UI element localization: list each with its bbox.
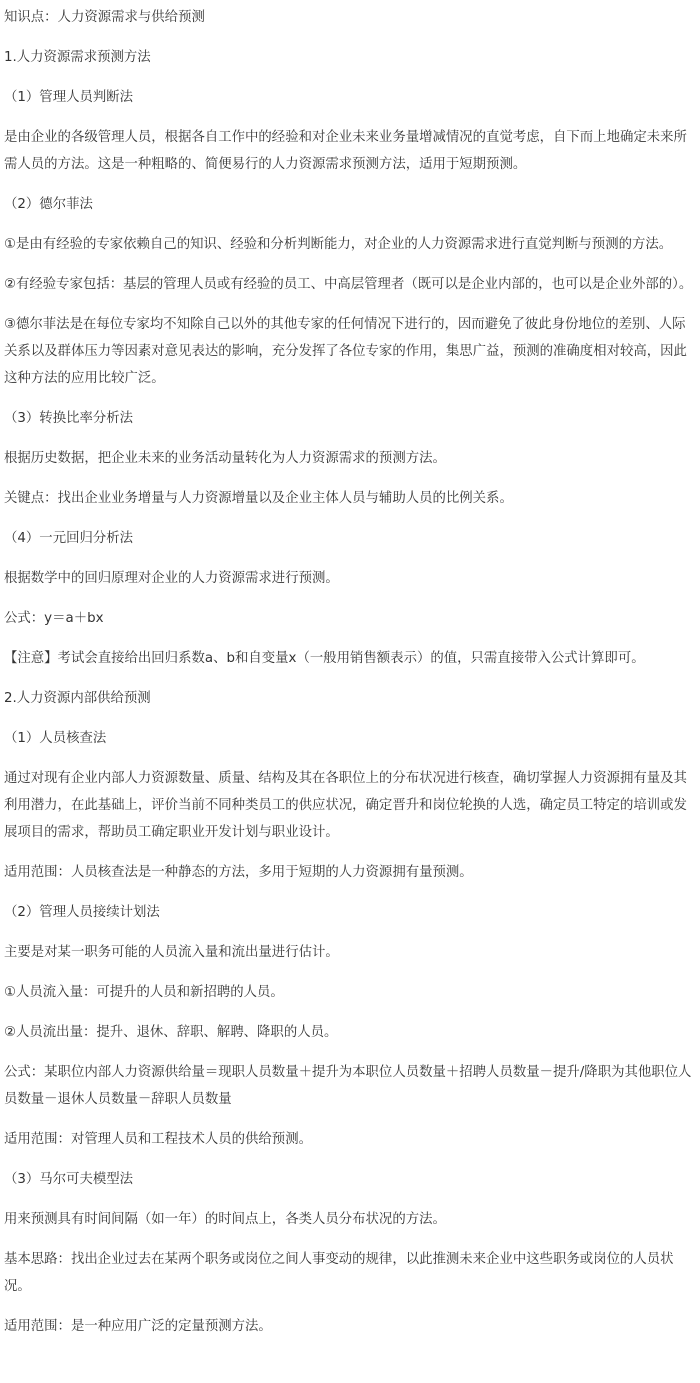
paragraph-succession-outflow: ②人员流出量：提升、退休、辞职、解聘、降职的人员。 — [4, 1025, 338, 1040]
subheading-ratio-analysis: （3）转换比率分析法 — [4, 411, 134, 426]
section-heading-internal-supply: 2.人力资源内部供给预测 — [4, 691, 151, 706]
subheading-delphi: （2）德尔菲法 — [4, 197, 93, 212]
paragraph-regression-note: 【注意】考试会直接给出回归系数a、b和自变量x（一般用销售额表示）的值，只需直接带入公式计算即可。 — [4, 651, 645, 666]
paragraph-ratio-key-point: 关键点：找出企业业务增量与人力资源增量以及企业主体人员与辅助人员的比例关系。 — [4, 491, 513, 506]
subheading-staff-inventory: （1）人员核查法 — [4, 731, 107, 746]
paragraph-markov: 用来预测具有时间间隔（如一年）的时间点上，各类人员分布状况的方法。 — [4, 1212, 446, 1227]
paragraph-delphi-3: ③德尔菲法是在每位专家均不知除自己以外的其他专家的任何情况下进行的，因而避免了彼此身份地位的差别、人际关系以及群体压力等因素对意见表达的影响，充分发挥了各位专家的作用，集思广益，预测的准确度相对较高，因此这种方法的应用比较广泛。 — [4, 317, 687, 386]
paragraph-regression-formula: 公式：y＝a＋bx — [4, 611, 104, 626]
paragraph-ratio-analysis: 根据历史数据，把企业未来的业务活动量转化为人力资源需求的预测方法。 — [4, 451, 446, 466]
paragraph-succession-inflow: ①人员流入量：可提升的人员和新招聘的人员。 — [4, 985, 284, 1000]
subheading-manager-judgment: （1）管理人员判断法 — [4, 90, 134, 105]
paragraph-markov-idea: 基本思路：找出企业过去在某两个职务或岗位之间人事变动的规律，以此推测未来企业中这些职务或岗位的人员状况。 — [4, 1252, 674, 1294]
section-heading-demand-forecast: 1.人力资源需求预测方法 — [4, 50, 151, 65]
paragraph-succession-scope: 适用范围：对管理人员和工程技术人员的供给预测。 — [4, 1132, 312, 1147]
paragraph-staff-inventory: 通过对现有企业内部人力资源数量、质量、结构及其在各职位上的分布状况进行核查，确切掌握人力资源拥有量及其利用潜力，在此基础上，评价当前不同种类员工的供应状况，确定晋升和岗位轮换的人选，确定员工特定的培训或发展项目的需求，帮助员工确定职业开发计划与职业设计。 — [4, 771, 687, 840]
paragraph-delphi-1: ①是由有经验的专家依赖自己的知识、经验和分析判断能力，对企业的人力资源需求进行直觉判断与预测的方法。 — [4, 237, 673, 252]
subheading-markov: （3）马尔可夫模型法 — [4, 1172, 134, 1187]
paragraph-markov-scope: 适用范围：是一种应用广泛的定量预测方法。 — [4, 1319, 272, 1334]
paragraph-regression: 根据数学中的回归原理对企业的人力资源需求进行预测。 — [4, 571, 339, 586]
paragraph-staff-inventory-scope: 适用范围：人员核查法是一种静态的方法，多用于短期的人力资源拥有量预测。 — [4, 865, 473, 880]
subheading-regression: （4）一元回归分析法 — [4, 531, 134, 546]
subheading-succession-plan: （2）管理人员接续计划法 — [4, 905, 160, 920]
paragraph-succession-plan: 主要是对某一职务可能的人员流入量和流出量进行估计。 — [4, 945, 339, 960]
paragraph-manager-judgment: 是由企业的各级管理人员，根据各自工作中的经验和对企业未来业务量增减情况的直觉考虑，自下而上地确定未来所需人员的方法。这是一种粗略的、简便易行的人力资源需求预测方法，适用于短期预测。 — [4, 130, 687, 172]
paragraph-delphi-2: ②有经验专家包括：基层的管理人员或有经验的员工、中高层管理者（既可以是企业内部的，也可以是企业外部的）。 — [4, 277, 693, 292]
knowledge-point-title: 知识点：人力资源需求与供给预测 — [4, 10, 205, 25]
paragraph-succession-formula: 公式：某职位内部人力资源供给量＝现职人员数量＋提升为本职位人员数量＋招聘人员数量－提升/降职为其他职位人员数量－退休人员数量－辞职人员数量 — [4, 1065, 692, 1107]
